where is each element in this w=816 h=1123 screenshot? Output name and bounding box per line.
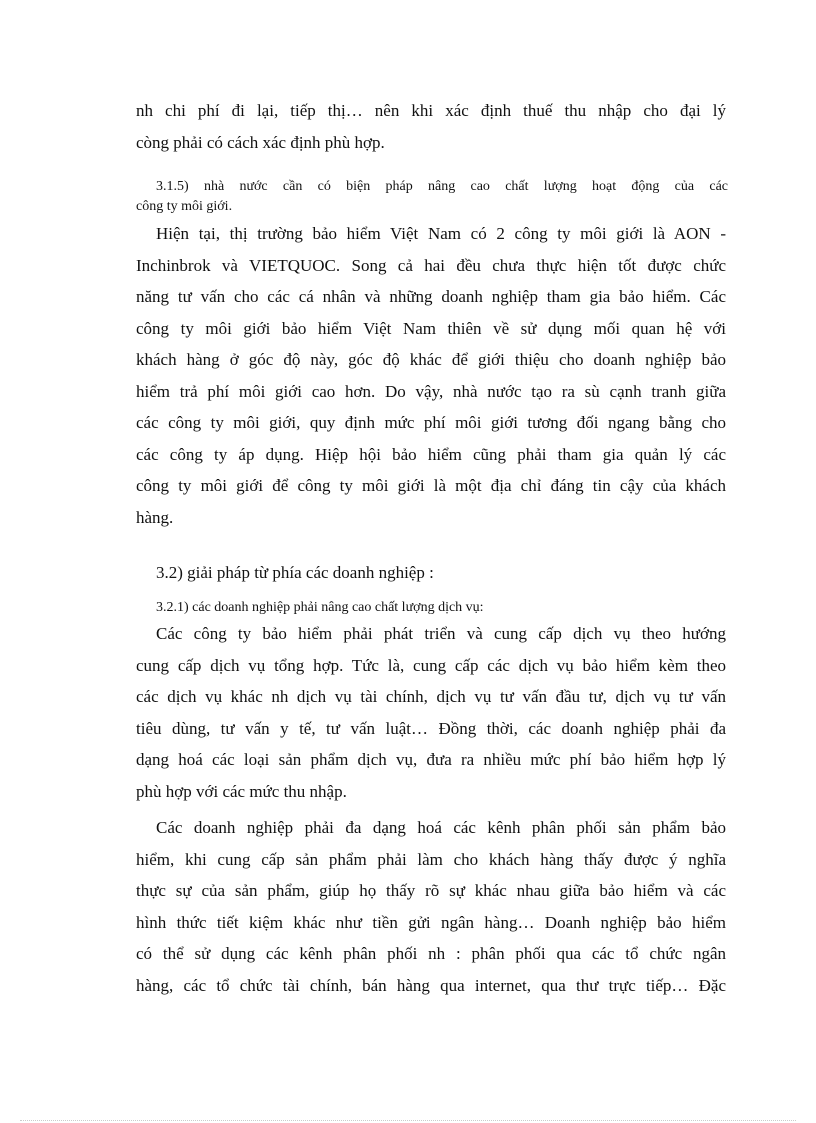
text-line: hàng. [136,507,174,527]
text-line: cung cấp dịch vụ tổng hợp. Tức là, cung cấp các dịch vụ bảo hiểm kèm theo [136,655,726,675]
text-line: hình thức tiết kiệm khác như tiền gửi ngân hàng… Doanh nghiệp bảo hiểm [136,912,726,932]
text-line: công ty môi giới để công ty môi giới là một địa chỉ đáng tin cậy của khách [136,476,726,495]
text-line: nh chi phí đi lại, tiếp thị… nên khi xác định thuế thu nhập cho đại lý [136,101,726,120]
section-heading-3-1-5 [136,177,728,217]
section-heading-3-2-1 [156,598,728,618]
text-line: thực sự của sản phẩm, giúp họ thấy rõ sự khác nhau giữa bảo hiểm và các [136,881,726,900]
text-line: công ty môi giới bảo hiểm Việt Nam thiên về sử dụng mối quan hệ với [136,318,726,338]
text-line: Inchinbrok và VIETQUOC. Song cả hai đều chưa thực hiện tốt được chức [136,255,726,275]
text-line: các dịch vụ khác nh dịch vụ tài chính, dịch vụ tư vấn đầu tư, dịch vụ tư vấn [136,687,726,706]
text-line: các công ty áp dụng. Hiệp hội bảo hiểm cũng phải tham gia quản lý các [136,444,726,464]
text-line: năng tư vấn cho các cá nhân và những doanh nghiệp tham gia bảo hiểm. Các [136,287,726,306]
section-heading-3-2: 3.2) giải pháp từ phía các doanh nghiệp : [156,563,434,582]
text-line: hiểm trả phí môi giới cao hơn. Do vậy, nhà nước tạo ra sù cạnh tranh giữa [136,381,726,401]
text-line: tiêu dùng, tư vấn y tế, tư vấn luật… Đồng thời, các doanh nghiệp phải đa [136,718,726,738]
text-line: khách hàng ở góc độ này, góc độ khác để giới thiệu cho doanh nghiệp bảo [136,350,726,369]
text-line: hiểm, khi cung cấp sản phẩm phải làm cho khách hàng thấy được ý nghĩa [136,849,726,869]
heading-line: công ty môi giới. [136,199,233,214]
page-bottom-divider [20,1120,796,1121]
paragraph-agent-tax [136,95,726,158]
text-line: phù hợp với các mức thu nhập. [136,781,347,801]
paragraph-distribution-channels [136,812,726,1001]
text-line: các công ty môi giới, quy định mức phí môi giới tương đối ngang bằng cho [136,413,726,432]
text-line: Các công ty bảo hiểm phải phát triển và cung cấp dịch vụ theo hướng [156,624,726,643]
text-line: Các doanh nghiệp phải đa dạng hoá các kênh phân phối sản phẩm bảo [156,818,726,837]
heading-line: 3.1.5) nhà nước cần có biện pháp nâng cao chất lượng hoạt động của các [156,179,728,194]
text-line: có thể sử dụng các kênh phân phối nh : phân phối qua các tổ chức ngân [136,944,726,963]
text-line: dạng hoá các loại sản phẩm dịch vụ, đưa ra nhiều mức phí bảo hiểm hợp lý [136,750,726,769]
paragraph-service-quality [136,618,726,807]
text-line: hàng, các tổ chức tài chính, bán hàng qua internet, qua thư trực tiếp… Đặc [136,975,726,995]
heading-line: 3.2.1) các doanh nghiệp phải nâng cao chất lượng dịch vụ: [156,600,484,615]
paragraph-brokers [136,218,726,533]
text-line: Hiện tại, thị trường bảo hiểm Việt Nam có 2 công ty môi giới là AON - [156,224,726,243]
text-line: còng phải có cách xác định phù hợp. [136,132,385,152]
